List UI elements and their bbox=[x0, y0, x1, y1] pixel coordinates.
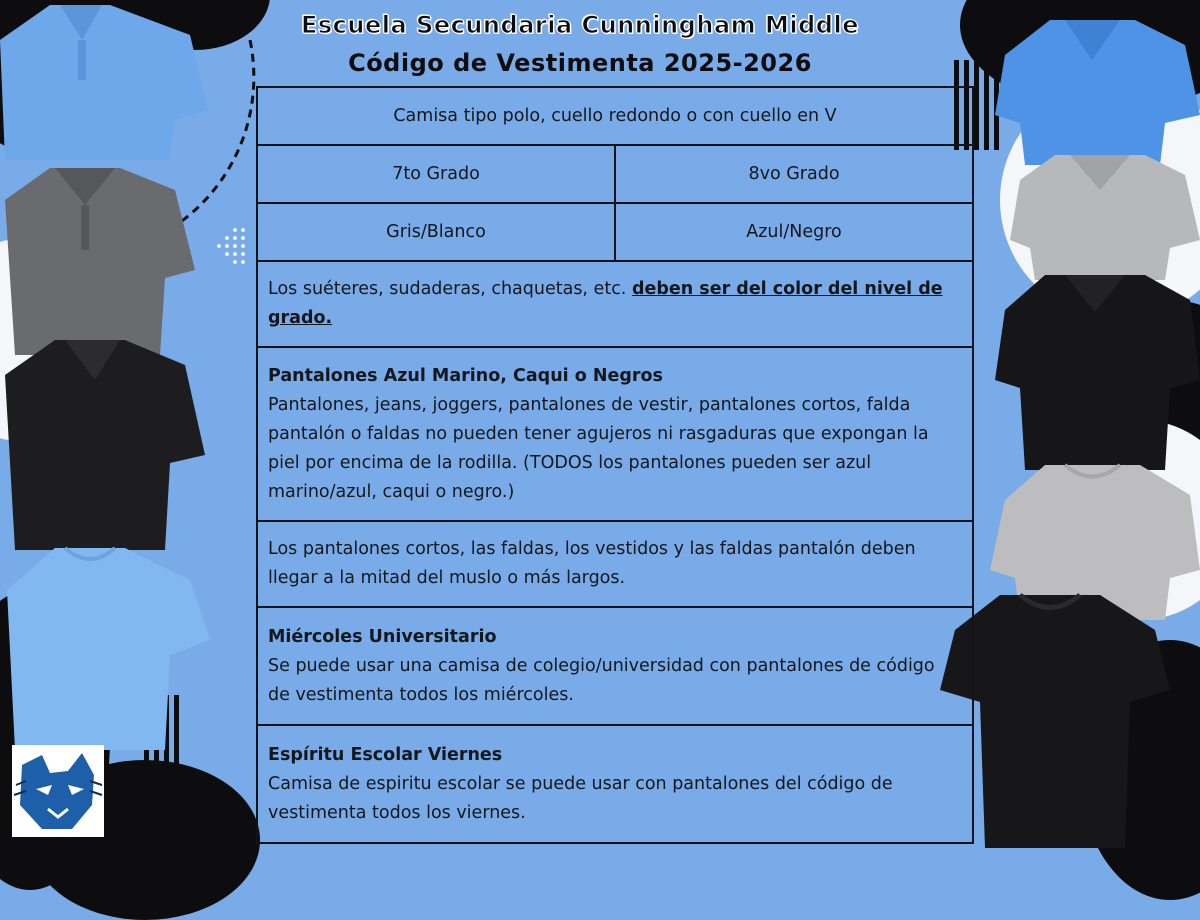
black-vneck-tshirt-image bbox=[995, 270, 1200, 470]
bobcat-mascot-icon bbox=[12, 745, 104, 837]
pants-cell bbox=[257, 347, 973, 521]
friday-cell bbox=[257, 725, 973, 843]
friday-row bbox=[257, 725, 973, 843]
wednesday-row bbox=[257, 607, 973, 725]
pants-heading: Pantalones Azul Marino, Caqui o Negros bbox=[268, 365, 663, 386]
shirt-types-row bbox=[257, 87, 973, 145]
school-name-heading: Escuela Secundaria Cunningham Middle bbox=[301, 11, 859, 39]
wednesday-heading: Miércoles Universitario bbox=[268, 626, 497, 647]
black-polo-shirt-image bbox=[0, 335, 210, 550]
black-crew-tshirt-image bbox=[940, 590, 1170, 848]
dress-code-table bbox=[256, 86, 974, 844]
length-row bbox=[257, 521, 973, 607]
grade-header-row bbox=[257, 145, 973, 203]
grade8-colors-cell: Azul/Negro bbox=[615, 203, 973, 261]
poster-title bbox=[250, 6, 910, 82]
pants-text: Pantalones, jeans, joggers, pantalones de vestir, pantalones cortos, falda pantalón o faldas no pueden tener agujeros ni rasgaduras que expongan la piel por encima de la rodilla. (TODOS los pantalones pueden ser azul marino/azul, caqui o negro.) bbox=[268, 394, 929, 502]
outerwear-emphasis: deben ser del color del nivel de grado. bbox=[268, 279, 943, 328]
wednesday-cell bbox=[257, 607, 973, 725]
light-blue-tshirt-image bbox=[0, 540, 215, 750]
grade8-label-cell: 8vo Grado bbox=[615, 145, 973, 203]
length-cell: Los pantalones cortos, las faldas, los vestidos y las faldas pantalón deben llegar a la mitad del muslo o más largos. bbox=[257, 521, 973, 607]
shirt-types-cell: Camisa tipo polo, cuello redondo o con cuello en V bbox=[257, 87, 973, 145]
friday-text: Camisa de espiritu escolar se puede usar con pantalones del código de vestimenta todos los viernes. bbox=[268, 773, 893, 823]
school-logo bbox=[12, 745, 104, 837]
gray-polo-shirt-image bbox=[0, 160, 200, 355]
outerwear-row bbox=[257, 261, 973, 347]
friday-heading: Espíritu Escolar Viernes bbox=[268, 744, 503, 765]
blue-vneck-tshirt-image bbox=[995, 15, 1200, 165]
dot-pattern-decoration bbox=[195, 220, 255, 300]
outerwear-cell bbox=[257, 261, 973, 347]
wednesday-text: Se puede usar una camisa de colegio/universidad con pantalones de código de vestimenta todos los miércoles. bbox=[268, 655, 935, 705]
light-blue-polo-shirt-image bbox=[0, 0, 215, 160]
outerwear-text: Los suéteres, sudaderas, chaquetas, etc. bbox=[268, 279, 632, 299]
gray-vneck-tshirt-image bbox=[1005, 150, 1200, 280]
dress-code-heading: Código de Vestimenta 2025-2026 bbox=[348, 49, 812, 77]
grade7-colors-cell: Gris/Blanco bbox=[257, 203, 615, 261]
pants-row bbox=[257, 347, 973, 521]
grade-colors-row bbox=[257, 203, 973, 261]
grade7-label-cell: 7to Grado bbox=[257, 145, 615, 203]
